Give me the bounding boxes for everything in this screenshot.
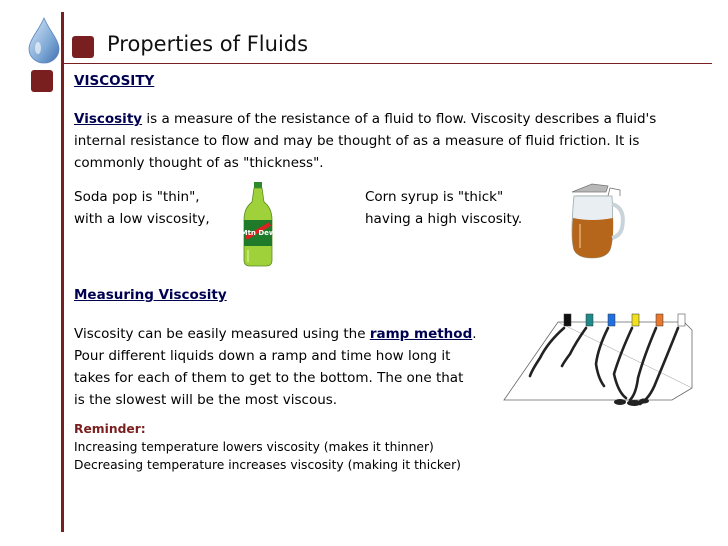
reminder-block (74, 420, 461, 474)
corn-line-2: having a high viscosity. (365, 211, 523, 227)
measuring-line-3: takes for each of them to get to the bottom. The one that (74, 370, 464, 386)
title-bullet-square (72, 36, 94, 58)
ramp-marker-teal (586, 314, 593, 326)
measuring-line-4: is the slowest will be the most viscous. (74, 392, 338, 408)
frame-horizontal-line (64, 63, 712, 64)
corn-line-1: Corn syrup is "thick" (365, 189, 504, 205)
reminder-line-1: Increasing temperature lowers viscosity (makes it thinner) (74, 440, 434, 454)
ramp-method-term: ramp method (369, 326, 473, 342)
viscosity-term: Viscosity (74, 111, 143, 127)
measuring-paragraph (74, 323, 504, 411)
measuring-line-2: Pour different liquids down a ramp and time how long it (74, 348, 451, 364)
measuring-line-1-post: . (472, 326, 477, 342)
bottle-label: Mtn Dew (240, 229, 276, 237)
syrup-dispenser-image (562, 178, 632, 260)
measuring-line-1 (74, 323, 504, 345)
intro-paragraph (74, 108, 714, 174)
page-title: Properties of Fluids (107, 32, 309, 56)
intro-line-1-text: is a measure of the resistance of a fluid to flow. Viscosity describes a fluid's (142, 111, 657, 127)
soda-line-1: Soda pop is "thin", (74, 189, 200, 205)
intro-line-2: internal resistance to flow and may be thought of as a measure of fluid friction. It is (74, 133, 640, 149)
measuring-line-1-pre: Viscosity can be easily measured using the (74, 326, 370, 342)
intro-line-1 (74, 108, 714, 130)
soda-text (74, 186, 210, 230)
ramp-marker-orange (656, 314, 663, 326)
corn-syrup-text (365, 186, 522, 230)
ramp-marker-black (564, 314, 571, 326)
ramp-marker-yellow (632, 314, 639, 326)
ramp-marker-white (678, 314, 685, 326)
ramp-marker-blue (608, 314, 615, 326)
soda-line-2: with a low viscosity, (74, 211, 210, 227)
reminder-line-2: Decreasing temperature increases viscosity (making it thicker) (74, 458, 461, 472)
viscosity-heading: VISCOSITY (74, 73, 155, 89)
soda-bottle-image (240, 180, 276, 268)
side-square (31, 70, 53, 92)
water-drop-icon (27, 16, 61, 64)
measuring-heading: Measuring Viscosity (74, 287, 227, 303)
reminder-label: Reminder: (74, 422, 146, 436)
intro-line-3: commonly thought of as "thickness". (74, 155, 324, 171)
frame-vertical-line (61, 12, 64, 532)
ramp-illustration (500, 308, 700, 410)
